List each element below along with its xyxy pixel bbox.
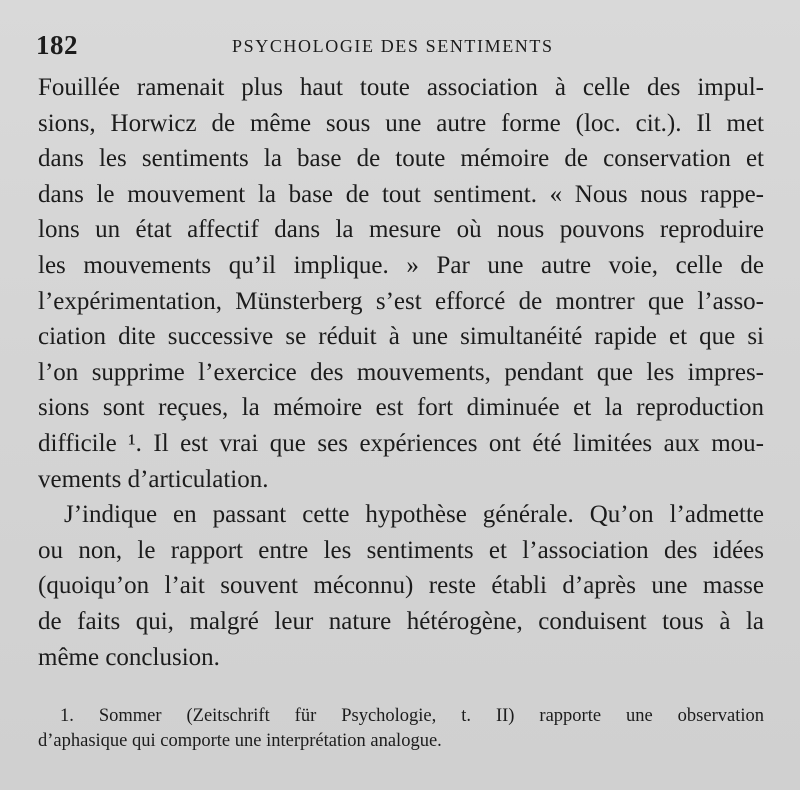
paragraph-2-cont <box>38 533 764 675</box>
text-line: (quoiqu’on l’ait souvent méconnu) reste établi d’après une masse <box>38 572 764 600</box>
text-line: ou non, le rapport entre les sentiments et l’association des idées <box>38 536 764 564</box>
text-line: l’expérimentation, Münsterberg s’est efforcé de montrer que l’asso- <box>38 287 764 315</box>
text-line: sions sont reçues, la mémoire est fort diminuée et la reproduction <box>38 394 764 422</box>
text-line: dans le mouvement la base de tout sentiment. « Nous nous rappe- <box>38 180 764 208</box>
text-line: dans les sentiments la base de toute mémoire de conservation et <box>38 145 764 173</box>
text-line: même conclusion. <box>38 643 220 671</box>
footnote <box>38 704 764 754</box>
page-number: 182 <box>36 30 78 60</box>
text-line: J’indique en passant cette hypothèse générale. Qu’on l’admette <box>64 501 764 529</box>
running-title: PSYCHOLOGIE DES SENTIMENTS <box>232 36 554 56</box>
text-line: l’on supprime l’exercice des mouvements, pendant que les impres- <box>38 358 764 386</box>
text-line: ciation dite successive se réduit à une simultanéité rapide et que si <box>38 323 764 351</box>
page-header <box>36 30 770 64</box>
paragraph-1 <box>38 70 764 497</box>
text-line: Fouillée ramenait plus haut toute association à celle des impul- <box>38 74 764 101</box>
footnote-line: 1. Sommer (Zeitschrift für Psychologie, t. II) rapporte une observation <box>60 706 764 726</box>
footnote-line: d’aphasique qui comporte une interprétation analogue. <box>38 731 442 751</box>
paragraph-2 <box>38 497 764 533</box>
main-text <box>38 70 764 675</box>
text-line: de faits qui, malgré leur nature hétérogène, conduisent tous à la <box>38 607 764 635</box>
text-line: sions, Horwicz de même sous une autre forme (loc. cit.). Il met <box>38 109 764 137</box>
text-line: lons un état affectif dans la mesure où nous pouvons reproduire <box>38 216 764 244</box>
text-line: les mouvements qu’il implique. » Par une autre voie, celle de <box>38 251 764 279</box>
text-line: difficile ¹. Il est vrai que ses expériences ont été limitées aux mou- <box>38 429 764 457</box>
text-line: vements d’articulation. <box>38 465 269 493</box>
